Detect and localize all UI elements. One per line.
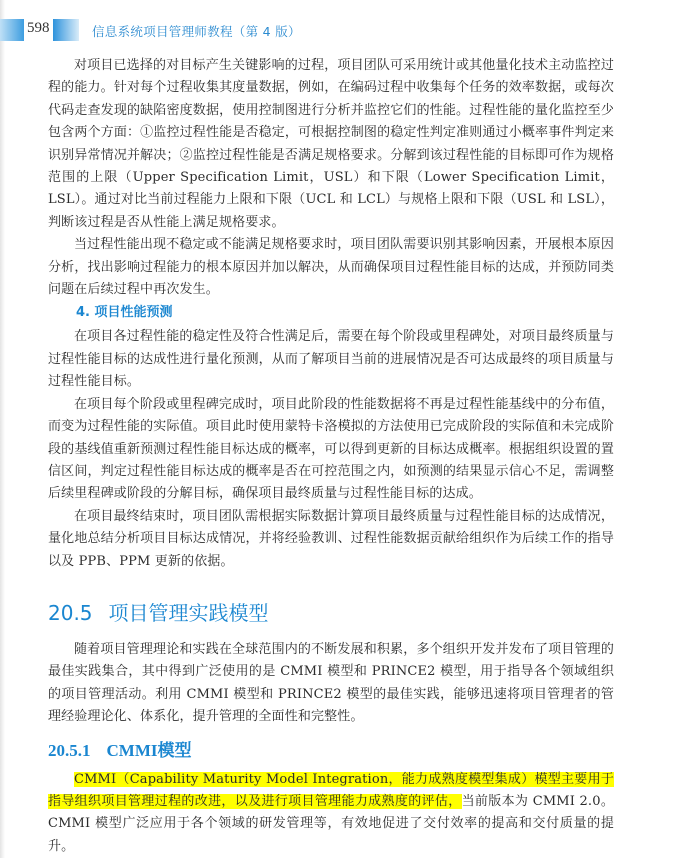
paragraph-prediction-3: 在项目最终结束时，项目团队需根据实际数据计算项目最终质量与过程性能目标的达成情况，量化地总结分析项目目标达成情况，并将经验教训、过程性能数据贡献给组织作为后续工作的指导以及 PPB、PPM 更新的依据。 bbox=[48, 508, 614, 569]
paragraph-practice-models: 随着项目管理理论和实践在全球范围内的不断发展和积累，多个组织开发并发布了项目管理的最佳实践集合，其中得到广泛使用的是 CMMI 模型和 PRINCE2 模型，用于指导各个领域组织的项目管理活动。利用 CMMI 模型和 PRINCE2 模型的最佳实践，能够迅速将项目管理者的管理经验理论化、体系化，提升管理的全面性和完整性。 bbox=[48, 641, 614, 725]
paragraph-prediction-2: 在项目每个阶段或里程碑完成时，项目此阶段的性能数据将不再是过程性能基线中的分布值，而变为过程性能的实际值。项目此时使用蒙特卡洛模拟的方法使用已完成阶段的实际值和未完成阶段的基线值重新预测过程性能目标达成的概率，可以得到更新的目标达成概率。根据组织设置的置信区间，判定过程性能目标达成的概率是否在可控范围之内，如预测的结果显示信心不足，需调整后续里程碑或阶段的分解目标，确保项目最终质量与过程性能目标的达成。 bbox=[48, 396, 614, 502]
subsection-heading-performance-prediction: 4. 项目性能预测 bbox=[76, 305, 173, 321]
section-heading-20-5-1 bbox=[48, 739, 614, 763]
section-number: 20.5 bbox=[48, 600, 93, 625]
subsection-title: CMMI模型 bbox=[106, 740, 192, 760]
book-title: 信息系统项目管理师教程（第 4 版） bbox=[92, 24, 301, 39]
header-decor-bar-left bbox=[0, 19, 24, 41]
subsection-number: 20.5.1 bbox=[48, 740, 91, 760]
paragraph-cmmi-rest: 当前版本为 CMMI 2.0。CMMI 模型广泛应用于各个领域的研发管理等，有效地促进了交付效率的提高和交付质量的提升。 bbox=[48, 793, 614, 854]
page-number: 598 bbox=[27, 20, 50, 36]
page-edge-shadow bbox=[0, 0, 5, 858]
paragraph-process-monitoring: 对项目已选择的对目标产生关键影响的过程，项目团队可采用统计或其他量化技术主动监控过程的能力。针对每个过程收集其度量数据，例如，在编码过程中收集每个任务的效率数据，或每次代码走查发现的缺陷密度数据，使用控制图进行分析并监控它们的性能。过程性能的量化监控至少包含两个方面：①监控过程性能是否稳定，可根据控制图的稳定性判定准则通过小概率事件判定来识别异常情况并解决；②监控过程性能是否满足规格要求。分解到该过程性能的目标即可作为规格范围的上限（Upper Specification Limit，USL）和下限（Lower Specification Limit，LSL）。通过对比当前过程能力上限和下限（UCL 和 LCL）与规格上限和下限（USL 和 LSL），判断该过程是否从性能上满足规格要求。 bbox=[48, 58, 614, 230]
paragraph-root-cause: 当过程性能出现不稳定或不能满足规格要求时，项目团队需要识别其影响因素，开展根本原因分析，找出影响过程能力的根本原因并加以解决，从而确保项目过程性能目标的达成，并预防同类问题在后续过程中再次发生。 bbox=[48, 237, 614, 298]
section-title: 项目管理实践模型 bbox=[108, 600, 269, 625]
paragraph-prediction-1: 在项目各过程性能的稳定性及符合性满足后，需要在每个阶段或里程碑处，对项目最终质量与过程性能目标的达成性进行量化预测，从而了解项目当前的进展情况是否可达成最终的项目质量与过程性能目标。 bbox=[48, 329, 614, 390]
header-decor-bar-right bbox=[53, 19, 79, 41]
page-header bbox=[0, 19, 690, 41]
paragraph-cmmi bbox=[48, 769, 614, 858]
page-body bbox=[48, 55, 614, 858]
highlighted-text: CMMI（Capability Maturity Model Integration，能力成熟度模型集成）模型主要用于指导组织项目管理过程的改进，以及进行项目管理能力成熟度的评估， bbox=[48, 771, 614, 809]
section-heading-20-5 bbox=[48, 599, 614, 627]
